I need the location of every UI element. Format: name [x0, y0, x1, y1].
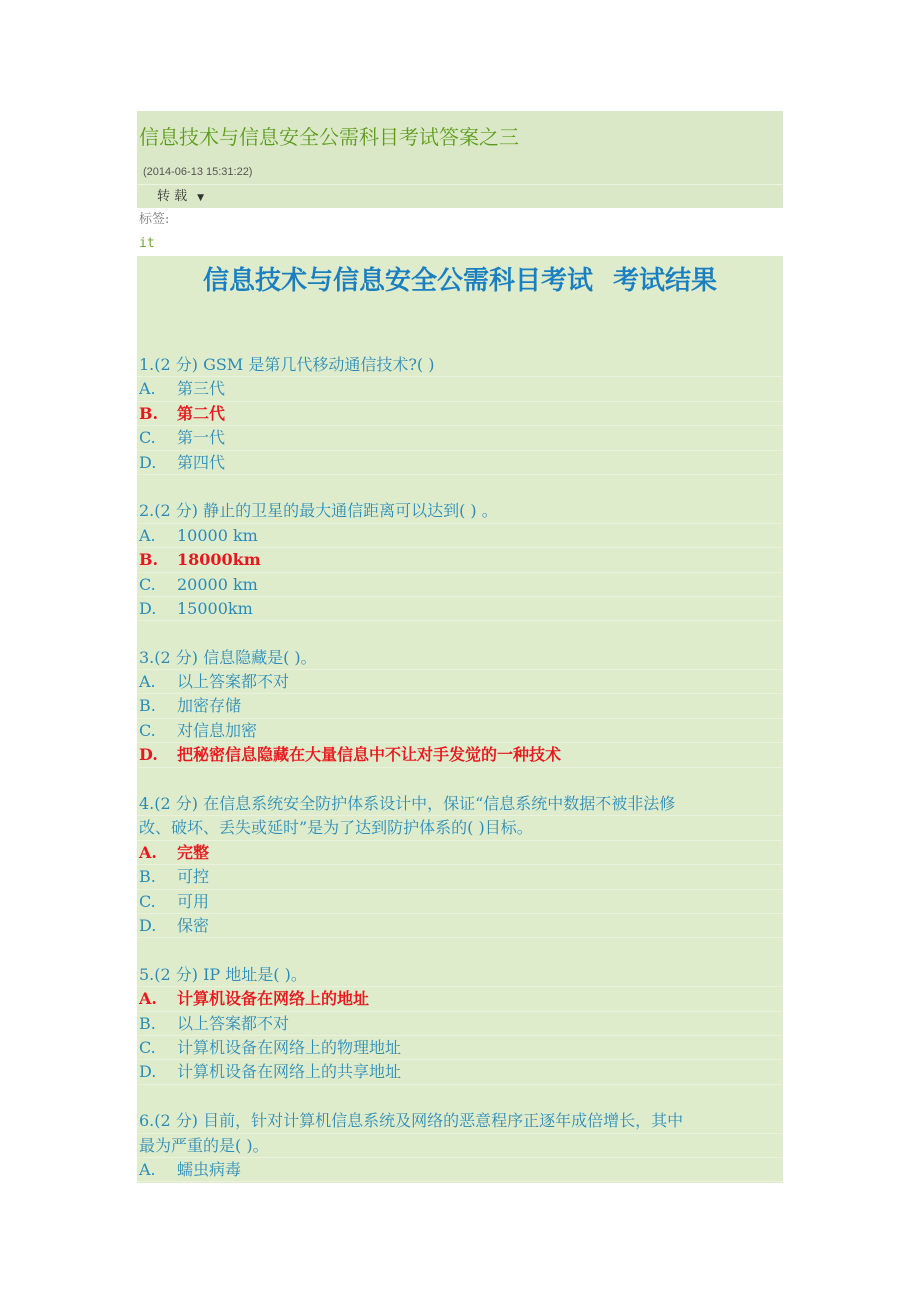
correct-option	[137, 841, 783, 865]
option-letter: A.	[139, 1159, 156, 1179]
repost-menu[interactable]	[137, 184, 783, 208]
question-block	[137, 353, 783, 499]
answer-option	[137, 719, 783, 743]
exam-title	[137, 256, 783, 353]
question-spacer	[137, 475, 783, 499]
tag-link[interactable]: it	[139, 236, 155, 251]
question-text: 6.(2 分) 目前，针对计算机信息系统及网络的恶意程序正逐年成倍增长，其中	[137, 1109, 783, 1133]
question-spacer	[137, 1085, 783, 1109]
question-text: 4.(2 分) 在信息系统安全防护体系设计中，保证“信息系统中数据不被非法修	[137, 792, 783, 816]
option-text: 计算机设备在网络上的地址	[177, 989, 370, 1009]
question-block	[137, 1109, 783, 1182]
option-text: 第三代	[177, 379, 226, 399]
option-letter: D.	[139, 745, 158, 765]
option-letter: A.	[139, 672, 156, 692]
question-text: 最为严重的是( )。	[137, 1134, 783, 1158]
option-letter: B.	[139, 1013, 156, 1033]
answer-option	[137, 1060, 783, 1084]
option-text: 以上答案都不对	[177, 672, 290, 692]
option-letter: A.	[139, 842, 157, 862]
question-text: 3.(2 分) 信息隐藏是( )。	[137, 646, 783, 670]
question-text: 2.(2 分) 静止的卫星的最大通信距离可以达到( ) 。	[137, 499, 783, 523]
option-text: 第二代	[177, 403, 226, 423]
question-text: 改、破坏、丢失或延时”是为了达到防护体系的( )目标。	[137, 816, 783, 840]
option-text: 10000 km	[177, 525, 258, 545]
answer-option	[137, 451, 783, 475]
option-text: 第四代	[177, 452, 226, 472]
correct-option	[137, 743, 783, 767]
option-letter: C.	[139, 1037, 156, 1057]
option-letter: D.	[139, 1062, 157, 1082]
answer-option	[137, 597, 783, 621]
question-spacer	[137, 621, 783, 645]
correct-option	[137, 548, 783, 572]
article	[137, 111, 783, 1183]
exam-title-main: 信息技术与信息安全公需科目考试	[202, 266, 593, 296]
option-letter: C.	[139, 574, 156, 594]
option-text: 15000km	[177, 598, 253, 618]
answer-option	[137, 426, 783, 450]
option-letter: A.	[139, 525, 156, 545]
option-text: 20000 km	[177, 574, 258, 594]
question-block	[137, 792, 783, 963]
option-letter: B.	[139, 550, 159, 570]
option-text: 计算机设备在网络上的物理地址	[177, 1037, 402, 1057]
option-text: 计算机设备在网络上的共享地址	[177, 1062, 402, 1082]
question-list	[137, 353, 783, 1182]
option-text: 蠕虫病毒	[177, 1159, 242, 1179]
option-letter: D.	[139, 598, 157, 618]
answer-option	[137, 377, 783, 401]
correct-option	[137, 402, 783, 426]
option-letter: C.	[139, 428, 156, 448]
option-text: 完整	[177, 842, 210, 862]
question-spacer	[137, 768, 783, 792]
option-text: 第一代	[177, 428, 226, 448]
question-spacer	[137, 938, 783, 962]
option-text: 可控	[177, 867, 210, 887]
option-text: 18000km	[177, 550, 261, 570]
option-letter: B.	[139, 696, 156, 716]
exam-title-result: 考试结果	[613, 266, 718, 296]
answer-option	[137, 694, 783, 718]
option-text: 加密存储	[177, 696, 242, 716]
option-letter: B.	[139, 403, 159, 423]
answer-option	[137, 914, 783, 938]
question-block	[137, 963, 783, 1109]
question-block	[137, 646, 783, 792]
repost-label[interactable]: 转 载	[157, 189, 188, 204]
chevron-down-icon[interactable]: ▼	[197, 193, 205, 203]
answer-option	[137, 670, 783, 694]
answer-option	[137, 573, 783, 597]
option-text: 可用	[177, 891, 210, 911]
question-text: 5.(2 分) IP 地址是( )。	[137, 963, 783, 987]
answer-option	[137, 524, 783, 548]
answer-option	[137, 1036, 783, 1060]
answer-option	[137, 1012, 783, 1036]
option-text: 把秘密信息隐藏在大量信息中不让对手发觉的一种技术	[177, 745, 562, 765]
option-text: 以上答案都不对	[177, 1013, 290, 1033]
answer-option	[137, 865, 783, 889]
post-header	[137, 111, 783, 208]
option-letter: C.	[139, 720, 156, 740]
answer-option	[137, 1158, 783, 1182]
tag-label: 标签:	[139, 212, 170, 227]
exam-content	[137, 256, 783, 1183]
post-title[interactable]: 信息技术与信息安全公需科目考试答案之三	[139, 125, 519, 149]
answer-option	[137, 890, 783, 914]
option-letter: C.	[139, 891, 156, 911]
question-text: 1.(2 分) GSM 是第几代移动通信技术?( )	[137, 353, 783, 377]
option-letter: D.	[139, 452, 157, 472]
question-block	[137, 499, 783, 645]
option-letter: B.	[139, 867, 156, 887]
option-text: 对信息加密	[177, 720, 258, 740]
option-text: 保密	[177, 915, 210, 935]
post-date: (2014-06-13 15:31:22)	[143, 166, 253, 178]
option-letter: A.	[139, 379, 156, 399]
option-letter: A.	[139, 989, 157, 1009]
option-letter: D.	[139, 915, 157, 935]
correct-option	[137, 987, 783, 1011]
